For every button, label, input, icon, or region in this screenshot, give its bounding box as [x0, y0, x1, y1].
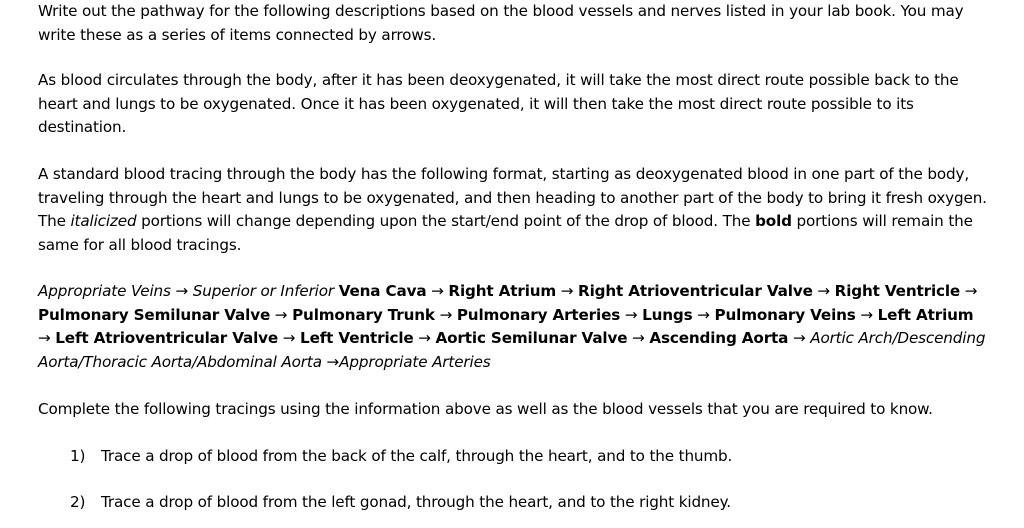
- pathway-step: Vena Cava: [338, 282, 427, 300]
- format-text-1: A standard blood tracing through the body has the following format, starting as deoxygenated blood in one part of the body, traveling through the heart and lungs to be oxygenated, and then heading to another part of the body to bring it fresh oxygen. The: [38, 165, 987, 230]
- format-paragraph: [38, 163, 988, 257]
- arrow-icon: →: [326, 352, 340, 371]
- italic-word: italicized: [70, 212, 137, 230]
- instructions-paragraph: Complete the following tracings using the information above as well as the blood vessels that you are required to know.: [38, 400, 933, 418]
- pathway-step: Appropriate Veins: [38, 282, 171, 300]
- arrow-icon: →: [439, 305, 453, 324]
- arrow-icon: →: [860, 305, 873, 324]
- arrow-icon: →: [431, 282, 444, 300]
- question-number: 1): [70, 447, 86, 465]
- question-text: Trace a drop of blood from the left gonad, through the heart, and to the right kidney.: [101, 493, 731, 511]
- arrow-icon: →: [282, 329, 296, 347]
- arrow-icon: →: [560, 282, 574, 300]
- pathway-step: Right Atrioventricular Valve: [578, 282, 813, 300]
- circulation-paragraph: As blood circulates through the body, after it has been deoxygenated, it will take the most direct route possible back to the heart and lungs to be oxygenated. Once it has been oxygenated, it will then take the most direct route possible to its destination.: [38, 71, 959, 136]
- pathway-step: Left Atrium: [877, 305, 974, 324]
- pathway-step: Pulmonary Veins: [714, 305, 856, 324]
- arrow-icon: →: [418, 329, 431, 347]
- arrow-icon: →: [175, 282, 189, 300]
- question-item: [70, 491, 970, 515]
- pathway-step: Right Atrium: [448, 282, 557, 300]
- arrow-icon: →: [697, 305, 710, 324]
- pathway-step: Appropriate Arteries: [339, 352, 491, 371]
- pathway-step: Right Ventricle: [834, 282, 961, 300]
- arrow-icon: →: [817, 282, 830, 300]
- pathway-step: Aortic Semilunar Valve: [435, 329, 628, 347]
- arrow-icon: →: [632, 329, 645, 347]
- pathway-step: Pulmonary Trunk: [292, 305, 435, 324]
- pathway-step: Pulmonary Arteries: [456, 305, 621, 324]
- pathway-step: Aortic Arch/Descending Aorta/Thoracic Aorta/Abdominal Aorta: [38, 329, 986, 371]
- question-number: 2): [70, 493, 86, 511]
- format-text-2: portions will change depending upon the start/end point of the drop of blood. The: [136, 212, 756, 230]
- arrow-icon: →: [38, 329, 51, 347]
- pathway-paragraph: [38, 280, 988, 374]
- format-text-3: portions will remain the same for all blood tracings.: [38, 212, 973, 254]
- arrow-icon: →: [792, 329, 806, 347]
- pathway-step: Superior or Inferior: [192, 282, 334, 300]
- bold-word: bold: [755, 212, 792, 230]
- intro-paragraph: Write out the pathway for the following descriptions based on the blood vessels and nerves listed in your lab book. You may write these as a series of items connected by arrows.: [38, 2, 964, 44]
- pathway-step: Left Ventricle: [300, 329, 414, 347]
- arrow-icon: →: [964, 282, 978, 300]
- pathway-step: Lungs: [642, 305, 693, 324]
- pathway-step: Pulmonary Semilunar Valve: [38, 305, 271, 324]
- question-item: [70, 445, 970, 469]
- arrow-icon: →: [624, 305, 638, 324]
- pathway-step: Ascending Aorta: [649, 329, 789, 347]
- pathway-step: Left Atrioventricular Valve: [55, 329, 279, 347]
- question-text: Trace a drop of blood from the back of the calf, through the heart, and to the thumb.: [101, 447, 733, 465]
- arrow-icon: →: [274, 305, 288, 324]
